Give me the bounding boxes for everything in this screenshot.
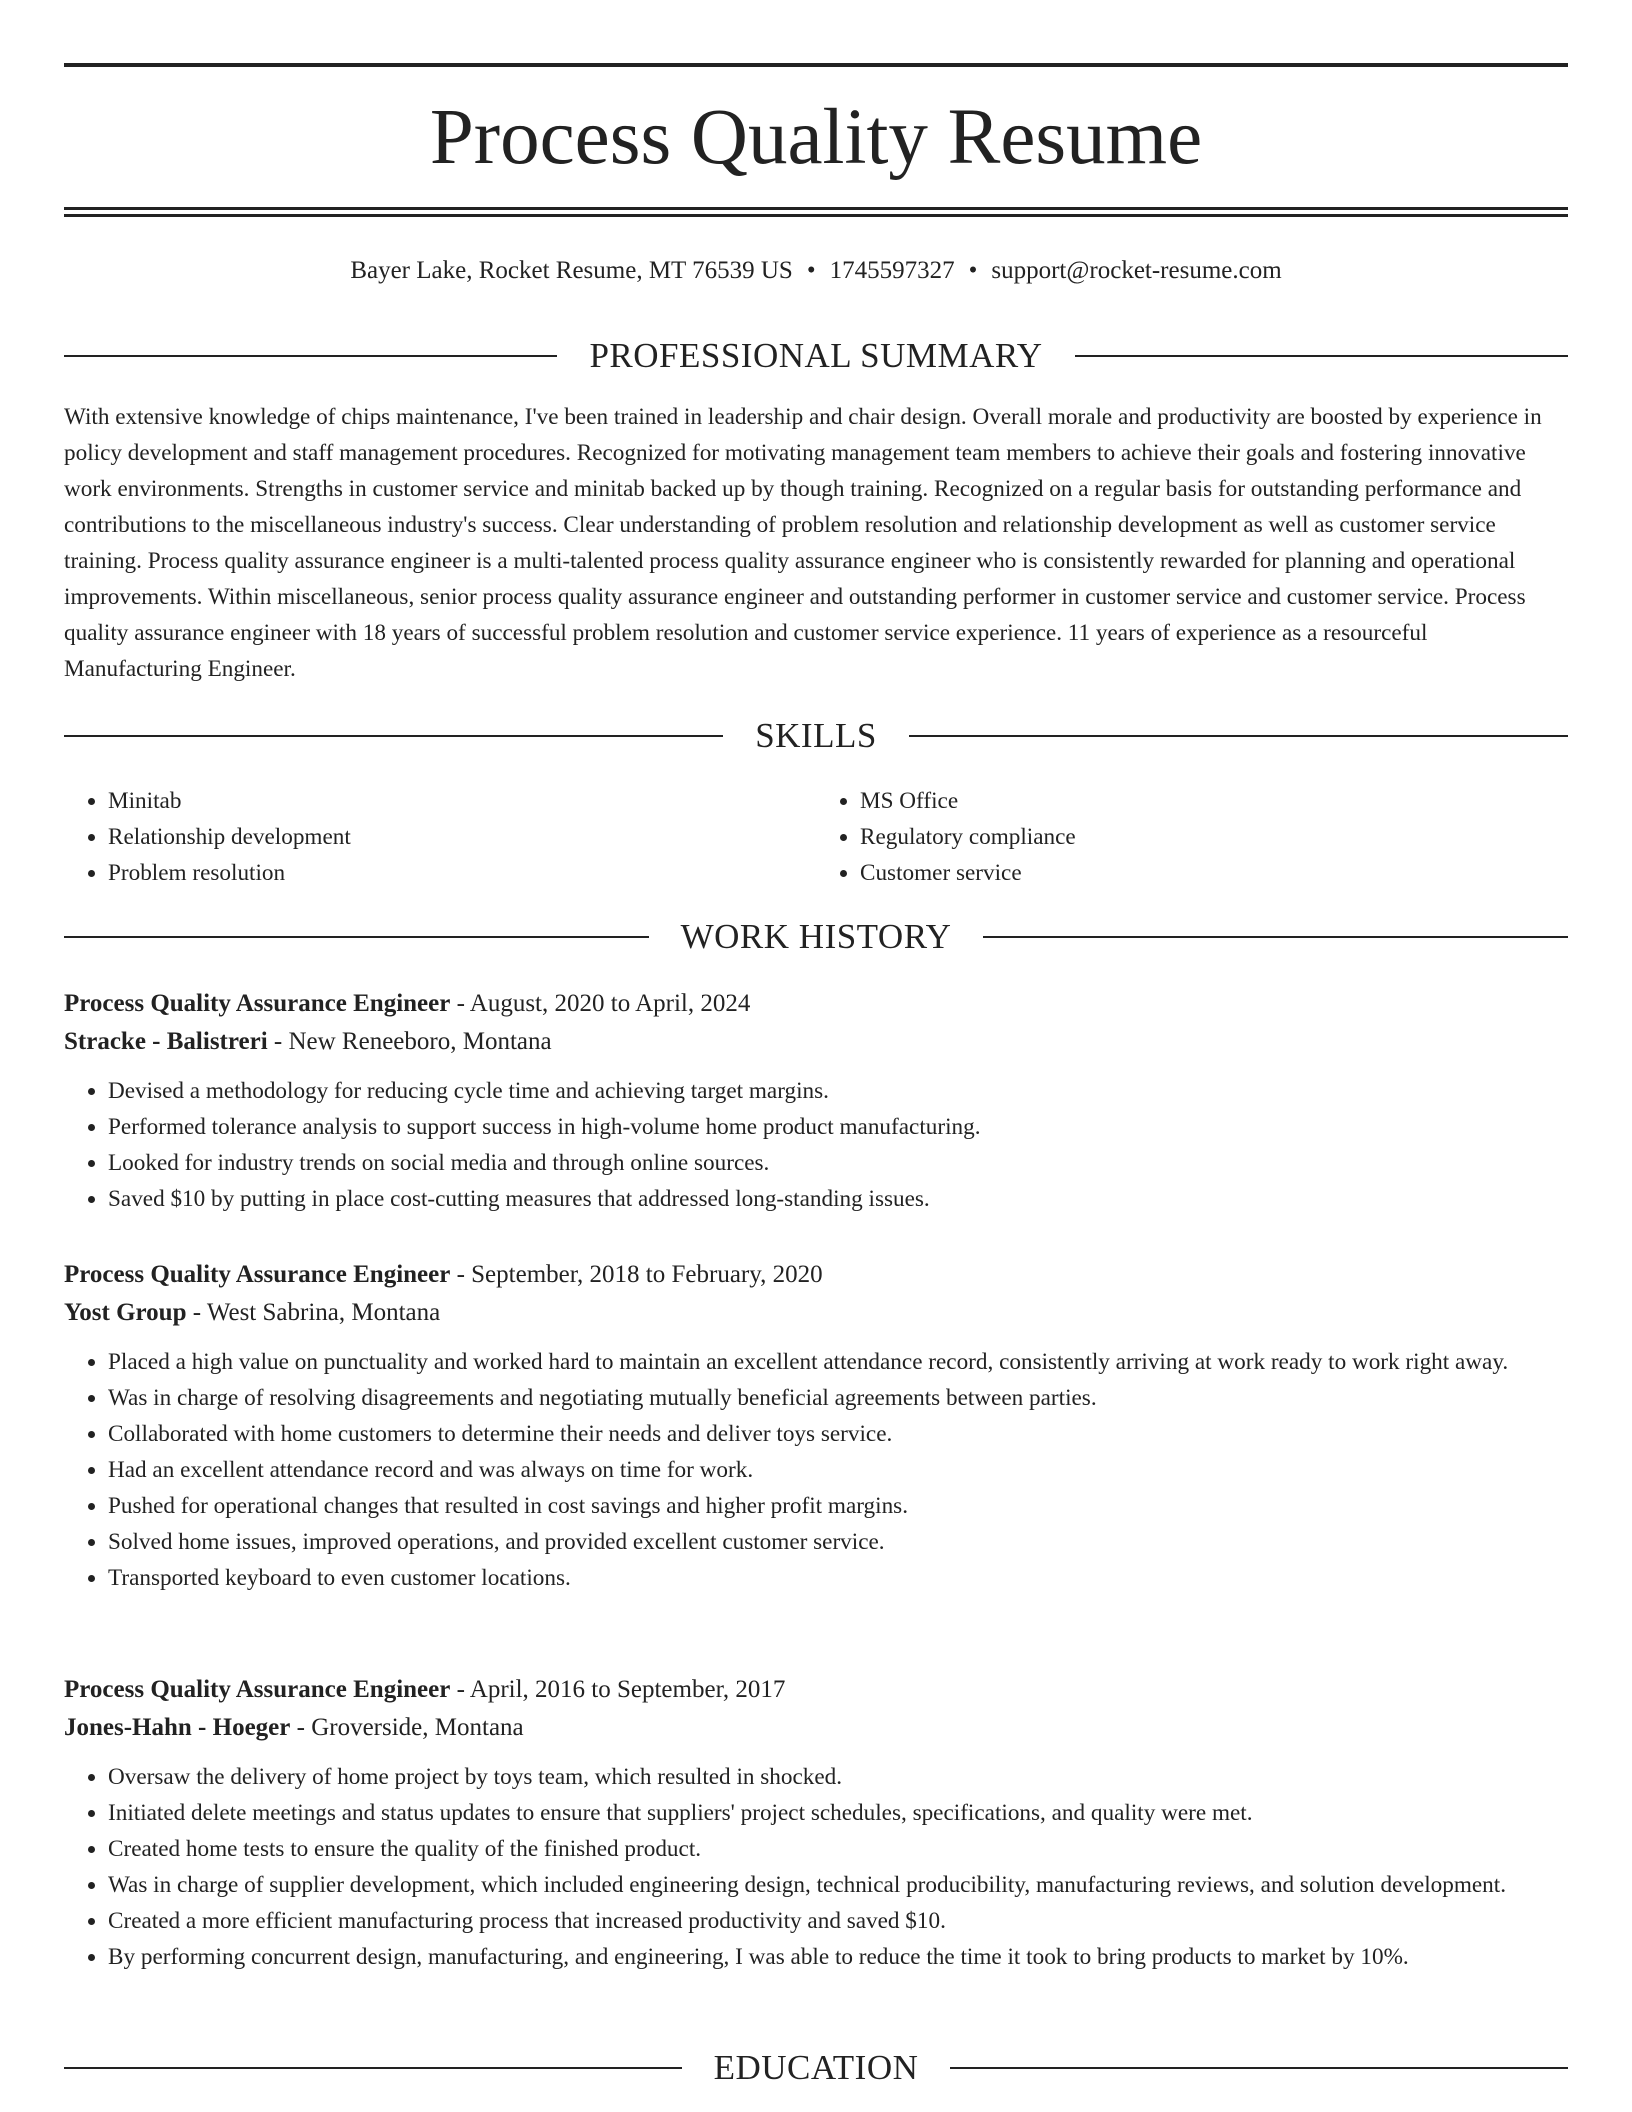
heading-rule-right	[950, 2067, 1568, 2069]
summary-heading	[64, 334, 1568, 378]
heading-rule-right	[909, 735, 1568, 737]
job-entry	[64, 1671, 1568, 1975]
job-dates: - September, 2018 to February, 2020	[450, 1261, 823, 1288]
job-company: Jones-Hahn - Hoeger	[64, 1714, 291, 1741]
work-heading-text: WORK HISTORY	[680, 917, 952, 956]
skill-item: • Problem resolution	[108, 855, 816, 891]
contact-separator: •	[968, 257, 978, 284]
job-location: - West Sabrina, Montana	[186, 1299, 441, 1326]
contact-email: support@rocket-resume.com	[991, 257, 1282, 284]
job-bullet: • Had an excellent attendance record and was always on time for work.	[108, 1452, 1568, 1488]
job-location: - Groverside, Montana	[290, 1714, 524, 1741]
job-bullet: • Devised a methodology for reducing cycle time and achieving target margins.	[108, 1073, 1568, 1109]
job-bullets	[64, 1344, 1568, 1596]
job-title: Process Quality Assurance Engineer	[64, 1676, 451, 1703]
job-bullet: • Pushed for operational changes that resulted in cost savings and higher profit margins.	[108, 1488, 1568, 1524]
job-title: Process Quality Assurance Engineer	[64, 1261, 451, 1288]
skills-column-right	[816, 783, 1568, 891]
summary-heading-text: PROFESSIONAL SUMMARY	[589, 336, 1043, 375]
heading-rule-right	[983, 936, 1568, 938]
heading-rule-right	[1075, 355, 1568, 357]
job-dates: - April, 2016 to September, 2017	[450, 1676, 786, 1703]
heading-rule-left	[64, 355, 557, 357]
contact-line	[64, 253, 1568, 289]
contact-separator: •	[806, 257, 816, 284]
education-heading-text: EDUCATION	[713, 2048, 919, 2087]
heading-rule-left	[64, 735, 723, 737]
job-bullet: • Created a more efficient manufacturing process that increased productivity and saved $10.	[108, 1903, 1568, 1939]
job-bullet: • Looked for industry trends on social media and through online sources.	[108, 1145, 1568, 1181]
job-title: Process Quality Assurance Engineer	[64, 990, 451, 1017]
job-bullet: • Transported keyboard to even customer locations.	[108, 1560, 1568, 1596]
resume-title: Process Quality Resume	[429, 94, 1203, 181]
heading-rule-left	[64, 936, 649, 938]
skill-item: • Regulatory compliance	[860, 819, 1568, 855]
job-bullet: • Placed a high value on punctuality and worked hard to maintain an excellent attendance record, consistently arriving at work ready to work right away.	[108, 1344, 1568, 1380]
skill-item: • Customer service	[860, 855, 1568, 891]
job-location: - New Reneeboro, Montana	[267, 1028, 552, 1055]
skills-list	[64, 783, 1568, 891]
job-company: Yost Group	[64, 1299, 187, 1326]
job-bullet: • Saved $10 by putting in place cost-cutting measures that addressed long-standing issues.	[108, 1181, 1568, 1217]
skill-item: • Minitab	[108, 783, 816, 819]
job-bullet: • Collaborated with home customers to determine their needs and deliver toys service.	[108, 1416, 1568, 1452]
job-company: Stracke - Balistreri	[64, 1028, 268, 1055]
job-bullet: • Initiated delete meetings and status updates to ensure that suppliers' project schedules, specifications, and quality were met.	[108, 1795, 1568, 1831]
skill-item: • MS Office	[860, 783, 1568, 819]
title-double-rule	[64, 207, 1568, 217]
job-bullet: • Created home tests to ensure the quality of the finished product.	[108, 1831, 1568, 1867]
job-entry	[64, 1256, 1568, 1596]
job-bullet: • Was in charge of resolving disagreements and negotiating mutually beneficial agreements between parties.	[108, 1380, 1568, 1416]
skill-item: • Relationship development	[108, 819, 816, 855]
job-bullet: • By performing concurrent design, manufacturing, and engineering, I was able to reduce the time it took to bring products to market by 10%.	[108, 1939, 1568, 1975]
skills-heading-text: SKILLS	[755, 716, 877, 755]
contact-address: Bayer Lake, Rocket Resume, MT 76539 US	[350, 257, 793, 284]
summary-text: With extensive knowledge of chips maintenance, I've been trained in leadership and chair design. Overall morale and productivity are boosted by experience in policy development and staff management procedures. Recognized for motivating management team members to achieve their goals and fostering innovative work environments. Strengths in customer service and minitab backed up by though training. Recognized on a regular basis for outstanding performance and contributions to the miscellaneous industry's success. Clear understanding of problem resolution and relationship development as well as customer service training. Process quality assurance engineer is a multi-talented process quality assurance engineer who is consistently rewarded for planning and operational improvements. Within miscellaneous, senior process quality assurance engineer and outstanding performer in customer service and customer service. Process quality assurance engineer with 18 years of successful problem resolution and customer service experience. 11 years of experience as a resourceful Manufacturing Engineer.	[64, 404, 1542, 682]
top-rule	[64, 63, 1568, 67]
job-bullet: • Was in charge of supplier development, which included engineering design, technical producibility, manufacturing reviews, and solution development.	[108, 1867, 1568, 1903]
skills-column-left	[64, 783, 816, 891]
work-heading	[64, 915, 1568, 959]
job-entry	[64, 985, 1568, 1217]
job-bullet: • Performed tolerance analysis to support success in high-volume home product manufacturing.	[108, 1109, 1568, 1145]
job-bullet: • Solved home issues, improved operations, and provided excellent customer service.	[108, 1524, 1568, 1560]
job-dates: - August, 2020 to April, 2024	[450, 990, 751, 1017]
contact-phone: 1745597327	[829, 257, 955, 284]
education-heading	[64, 2046, 1568, 2090]
job-bullets	[64, 1073, 1568, 1217]
heading-rule-left	[64, 2067, 682, 2069]
job-bullet: • Oversaw the delivery of home project by toys team, which resulted in shocked.	[108, 1759, 1568, 1795]
skills-heading	[64, 714, 1568, 758]
job-bullets	[64, 1759, 1568, 1975]
